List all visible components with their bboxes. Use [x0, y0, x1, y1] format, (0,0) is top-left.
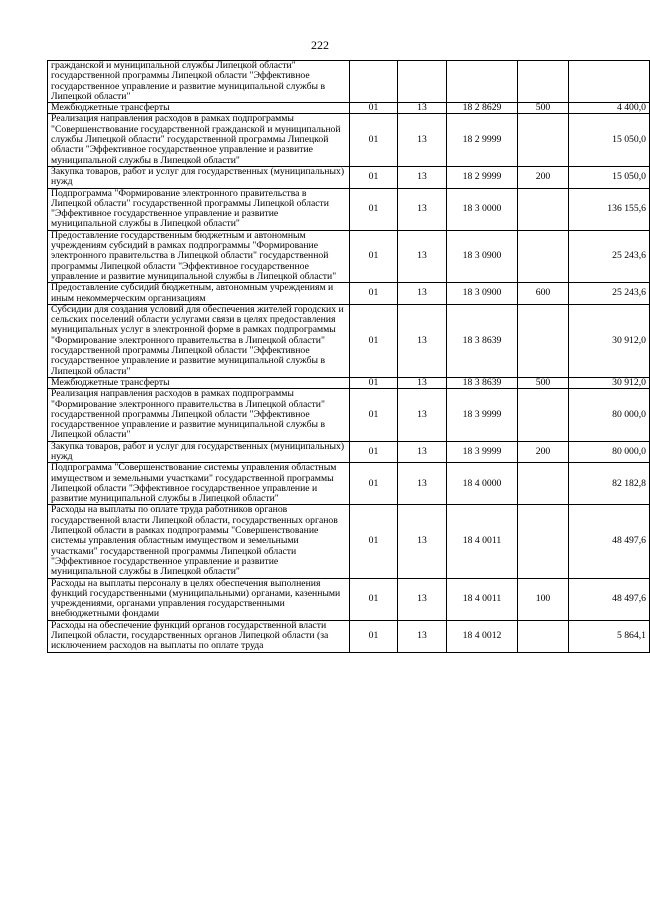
subsection-code: 13 — [398, 103, 447, 114]
target-item-code: 18 3 9999 — [447, 389, 518, 441]
table-row — [48, 114, 650, 166]
row-description: Предоставление субсидий бюджетным, автономным учреждениям и иным некоммерческим организациям — [48, 283, 350, 305]
row-description: Межбюджетные трансферты — [48, 103, 350, 114]
table-row — [48, 61, 650, 103]
section-code: 01 — [350, 463, 398, 505]
table-row — [48, 230, 650, 282]
table-row — [48, 377, 650, 388]
target-item-code: 18 4 0012 — [447, 620, 518, 652]
subsection-code: 13 — [398, 304, 447, 377]
row-description: Расходы на выплаты по оплате труда работников органов государственной власти Липецкой области, государственных органов Липецкой области в рамках подпрограммы "Совершенствование системы управления областным имуществом и земельными участками" государственной программы Липецкой области "Эффективное государственное управление и развитие муниципальной службы в Липецкой области" — [48, 505, 350, 578]
expense-type-code — [518, 114, 569, 166]
target-item-code: 18 4 0011 — [447, 505, 518, 578]
section-code: 01 — [350, 114, 398, 166]
section-code: 01 — [350, 389, 398, 441]
table-row — [48, 505, 650, 578]
row-description: Субсидии для создания условий для обеспечения жителей городских и сельских поселений области услугами связи в целях предоставления муниципальных услуг в электронной форме в рамках подпрограммы "Формирование электронного правительства в Липецкой области" государственной программы Липецкой области "Эффективное государственное управление и развитие муниципальной службы в Липецкой области" — [48, 304, 350, 377]
expense-type-code — [518, 620, 569, 652]
row-description: Расходы на выплаты персоналу в целях обеспечения выполнения функций государственными (муниципальными) органами, казенными учреждениями, органами управления государственными внебюджетными фондами — [48, 578, 350, 620]
subsection-code — [398, 61, 447, 103]
section-code: 01 — [350, 188, 398, 230]
subsection-code: 13 — [398, 389, 447, 441]
table-row — [48, 578, 650, 620]
target-item-code: 18 2 9999 — [447, 166, 518, 188]
subsection-code: 13 — [398, 377, 447, 388]
budget-table — [47, 60, 650, 653]
row-description: Закупка товаров, работ и услуг для государственных (муниципальных) нужд — [48, 166, 350, 188]
amount — [569, 61, 650, 103]
expense-type-code — [518, 61, 569, 103]
table-row — [48, 283, 650, 305]
target-item-code: 18 4 0011 — [447, 578, 518, 620]
table-row — [48, 463, 650, 505]
section-code: 01 — [350, 441, 398, 463]
table-row — [48, 304, 650, 377]
subsection-code: 13 — [398, 578, 447, 620]
section-code: 01 — [350, 283, 398, 305]
section-code: 01 — [350, 620, 398, 652]
target-item-code: 18 3 0000 — [447, 188, 518, 230]
amount: 48 497,6 — [569, 578, 650, 620]
amount: 15 050,0 — [569, 166, 650, 188]
target-item-code: 18 4 0000 — [447, 463, 518, 505]
budget-table-body — [48, 61, 650, 653]
subsection-code: 13 — [398, 620, 447, 652]
section-code — [350, 61, 398, 103]
row-description: Закупка товаров, работ и услуг для государственных (муниципальных) нужд — [48, 441, 350, 463]
amount: 25 243,6 — [569, 230, 650, 282]
expense-type-code — [518, 389, 569, 441]
amount: 80 000,0 — [569, 389, 650, 441]
section-code: 01 — [350, 166, 398, 188]
subsection-code: 13 — [398, 166, 447, 188]
target-item-code: 18 3 8639 — [447, 377, 518, 388]
expense-type-code: 500 — [518, 377, 569, 388]
row-description: гражданской и муниципальной службы Липецкой области" государственной программы Липецкой области "Эффективное государственное управление и развитие муниципальной службы в Липецкой области" — [48, 61, 350, 103]
row-description: Предоставление государственным бюджетным и автономным учреждениям субсидий в рамках подпрограммы "Формирование электронного правительства в Липецкой области" государственной программы Липецкой области "Эффективное государственное управление и развитие муниципальной службы в Липецкой области" — [48, 230, 350, 282]
target-item-code: 18 3 0900 — [447, 283, 518, 305]
target-item-code: 18 3 9999 — [447, 441, 518, 463]
amount: 80 000,0 — [569, 441, 650, 463]
section-code: 01 — [350, 304, 398, 377]
subsection-code: 13 — [398, 188, 447, 230]
section-code: 01 — [350, 578, 398, 620]
table-row — [48, 441, 650, 463]
target-item-code: 18 3 8639 — [447, 304, 518, 377]
subsection-code: 13 — [398, 230, 447, 282]
row-description: Реализация направления расходов в рамках подпрограммы "Совершенствование государственной гражданской и муниципальной службы Липецкой области" государственной программы Липецкой области "Эффективное государственное управление и развитие муниципальной службы в Липецкой области" — [48, 114, 350, 166]
row-description: Подпрограмма "Формирование электронного правительства в Липецкой области" государственной программы Липецкой области "Эффективное государственное управление и развитие муниципальной службы в Липецкой области" — [48, 188, 350, 230]
section-code: 01 — [350, 377, 398, 388]
expense-type-code — [518, 230, 569, 282]
amount: 30 912,0 — [569, 304, 650, 377]
table-row — [48, 188, 650, 230]
section-code: 01 — [350, 103, 398, 114]
section-code: 01 — [350, 505, 398, 578]
amount: 15 050,0 — [569, 114, 650, 166]
expense-type-code — [518, 505, 569, 578]
row-description: Расходы на обеспечение функций органов государственной власти Липецкой области, государственных органов Липецкой области (за исключением расходов на выплаты по оплате труда — [48, 620, 350, 652]
subsection-code: 13 — [398, 114, 447, 166]
table-row — [48, 389, 650, 441]
row-description: Подпрограмма "Совершенствование системы управления областным имуществом и земельными участками" государственной программы Липецкой области "Эффективное государственное управление и развитие муниципальной службы в Липецкой области" — [48, 463, 350, 505]
target-item-code: 18 3 0900 — [447, 230, 518, 282]
row-description: Реализация направления расходов в рамках подпрограммы "Формирование электронного правительства в Липецкой области" государственной программы Липецкой области "Эффективное государственное управление и развитие муниципальной службы в Липецкой области" — [48, 389, 350, 441]
expense-type-code — [518, 188, 569, 230]
expense-type-code: 200 — [518, 441, 569, 463]
subsection-code: 13 — [398, 505, 447, 578]
amount: 25 243,6 — [569, 283, 650, 305]
amount: 136 155,6 — [569, 188, 650, 230]
section-code: 01 — [350, 230, 398, 282]
expense-type-code: 500 — [518, 103, 569, 114]
expense-type-code — [518, 304, 569, 377]
target-item-code: 18 2 8629 — [447, 103, 518, 114]
target-item-code — [447, 61, 518, 103]
amount: 5 864,1 — [569, 620, 650, 652]
amount: 48 497,6 — [569, 505, 650, 578]
amount: 30 912,0 — [569, 377, 650, 388]
page-number: 222 — [311, 38, 329, 52]
table-row — [48, 620, 650, 652]
expense-type-code: 100 — [518, 578, 569, 620]
subsection-code: 13 — [398, 283, 447, 305]
expense-type-code — [518, 463, 569, 505]
subsection-code: 13 — [398, 463, 447, 505]
amount: 82 182,8 — [569, 463, 650, 505]
target-item-code: 18 2 9999 — [447, 114, 518, 166]
row-description: Межбюджетные трансферты — [48, 377, 350, 388]
expense-type-code: 200 — [518, 166, 569, 188]
table-row — [48, 166, 650, 188]
subsection-code: 13 — [398, 441, 447, 463]
amount: 4 400,0 — [569, 103, 650, 114]
expense-type-code: 600 — [518, 283, 569, 305]
table-row — [48, 103, 650, 114]
